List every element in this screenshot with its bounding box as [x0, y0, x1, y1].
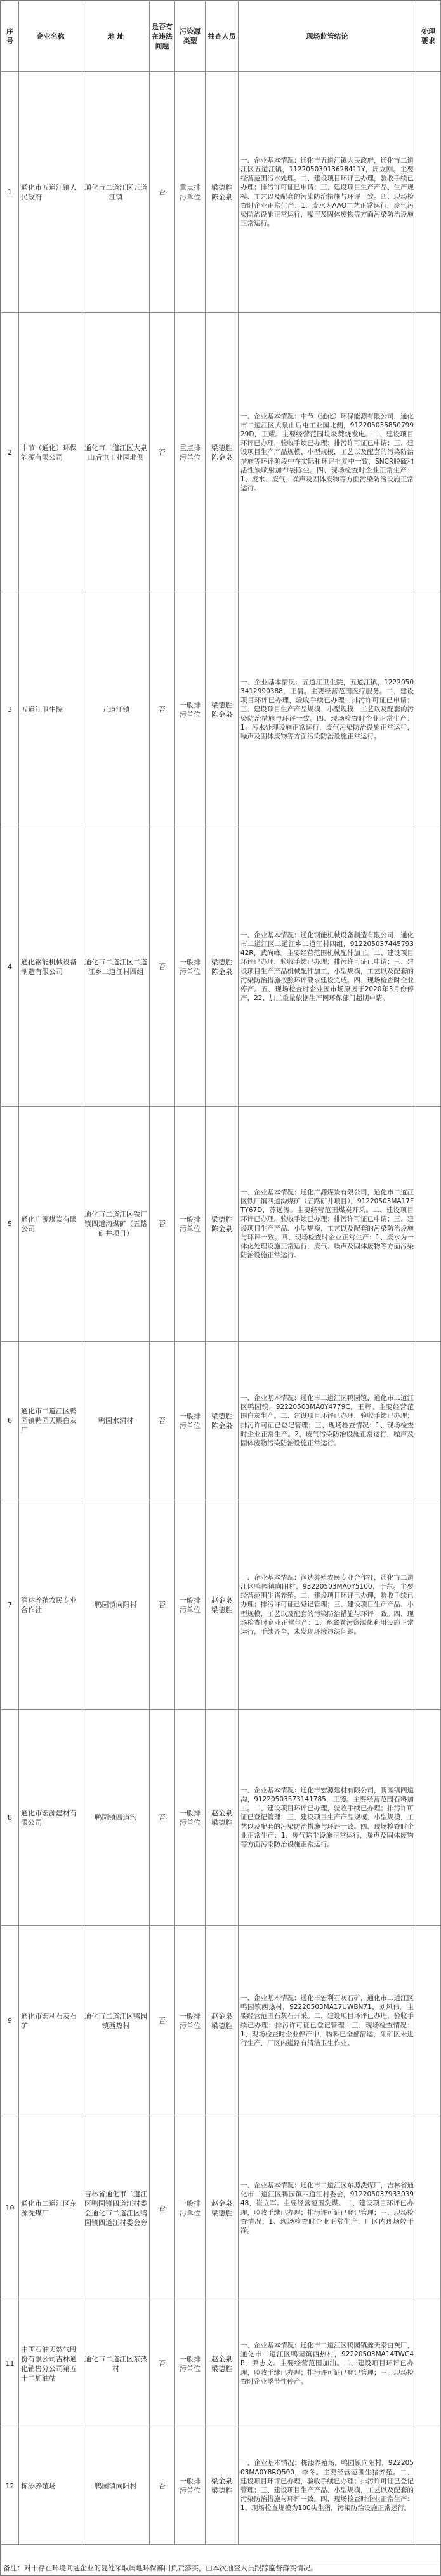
row-name: 通化广源煤炭有限公司: [19, 1107, 82, 1342]
row-no: 3: [1, 592, 19, 827]
row-disposal: [416, 592, 441, 827]
row-no: 5: [1, 1107, 19, 1342]
row-conclusion: 一、企业基本情况：五道江卫生院，五道江镇，12220503412990388，王倩。主要经营范围医疗服务。二、建设项目环评已办理，验收手续已办理；排污许可证已申请；三、建设项目生产产品规模、小型规模，工艺以及配套的污染防治措施与环评一致。四、现场检查时企业正常生产：1、污水处理设施正常运行，废气污染防治设施正常运行，噪声及固体废物等方面污染防治设施正常运行。: [239, 592, 416, 827]
row-conclusion: 一、企业基本情况：通化广源煤炭有限公司，通化市二道江区铁厂镇四道沟煤矿（五路矿井项目），91220503MA17FTY67D，苏远涛。主要经营范围煤炭开采。二、建设项目环评已办理，验收手续已办理；排污许可证已申请；三、建设项目生产产品、小型规模，工艺以及配套的污染防治设施与环评一致。四、现场检查时企业正常生产：1、废水为一体化处理设施正常运行，废气、噪声及固体废物等方面污染防治设施正常运行。: [239, 1107, 416, 1342]
row-violation: 否: [150, 1926, 175, 2116]
row-violation: 否: [150, 1107, 175, 1342]
row-disposal: [416, 1926, 441, 2116]
row-address: 通化市二道江区大泉山后屯工业园北侧: [82, 313, 150, 592]
row-inspector: 梁金泉 梁德胜: [206, 2427, 239, 2545]
row-name: 通化市宏源建材有限公司: [19, 1710, 82, 1926]
table-row: [1, 1107, 441, 1342]
row-no: 6: [1, 1342, 19, 1500]
row-name: 中国石油天然气股份有限公司吉林通化销售分公司第五十二加油站: [19, 2300, 82, 2427]
col-header-conclusion: 现场监管结论: [239, 1, 416, 72]
row-name: 润达养殖农民专业合作社: [19, 1500, 82, 1710]
row-violation: 否: [150, 313, 175, 592]
row-violation: 否: [150, 592, 175, 827]
row-address: 鸭园镇向阳村: [82, 1500, 150, 1710]
table-row: [1, 592, 441, 827]
row-disposal: [416, 313, 441, 592]
col-header-address: 地 址: [82, 1, 150, 72]
row-no: 11: [1, 2300, 19, 2427]
row-inspector: 梁德胜 陈金泉: [206, 1342, 239, 1500]
table-row: [1, 2427, 441, 2545]
row-name: 通化市宏利石灰石矿: [19, 1926, 82, 2116]
row-conclusion: 一、企业基本情况：通化市二道江区东源洗煤厂，吉林省通化市二道江区鸭园镇四道江村委会，91220503793303948，崔立军。主要经营范围洗煤。二、建设项目环评已办理，验收手续已办理；排污许可证已登记管理；三、现场检查情况：1、现场检查时企业正常生产，厂区内现场较干净。: [239, 2116, 416, 2300]
table-footnote: 备注：对于存在环境问题企业的复处采取属地环保部门负责落实，由本次抽查人员跟踪监督落实情况。: [1, 2561, 440, 2575]
col-header-violation: 是否有在违法问题: [150, 1, 175, 72]
col-header-inspector: 抽查人员: [206, 1, 239, 72]
row-conclusion: 一、企业基本情况：通化市五道江镇人民政府，通化市二道江区五道江镇，11220503013628411Y，周立刚。主要经营范围污水处理。二、建设项目环评已办理，验收手续已办理；排污许可证已申请；三、建设项目生产产品、生产规模、工艺以及配套的污染防治措施与环评一致。四、现场检查时企业正常生产：1、废水为AAO工艺正常运行，废气污染防治设施正常运行，噪声及固体废物等方面污染防治设施正常运行。: [239, 72, 416, 313]
row-inspector: 梁德胜 陈金泉: [206, 313, 239, 592]
row-address: 通化市二道江区鸭园镇西热村: [82, 1926, 150, 2116]
row-inspector: 赵金泉 梁德胜: [206, 2116, 239, 2300]
table-row: [1, 1926, 441, 2116]
row-inspector: 梁德胜 陈金泉: [206, 72, 239, 313]
row-inspector: 赵金泉 梁德胜: [206, 1710, 239, 1926]
row-source-type: 一般排污单位: [175, 1926, 206, 2116]
table-row: [1, 1710, 441, 1926]
row-violation: 否: [150, 2300, 175, 2427]
row-disposal: [416, 1710, 441, 1926]
row-disposal: [416, 1342, 441, 1500]
table-row: [1, 72, 441, 313]
row-violation: 否: [150, 2116, 175, 2300]
table-row: [1, 313, 441, 592]
table-row: [1, 2300, 441, 2427]
row-name: 中节（通化）环保能源有限公司: [19, 313, 82, 592]
row-disposal: [416, 2300, 441, 2427]
row-source-type: 重点排污单位: [175, 313, 206, 592]
row-name: 通化钢能机械设备制造有限公司: [19, 827, 82, 1107]
col-header-disposal: 处理要求: [416, 1, 441, 72]
row-address: 鸭园镇向阳村: [82, 2427, 150, 2545]
row-name: 通化市二道江区东源洗煤厂: [19, 2116, 82, 2300]
row-inspector: 梁德胜 陈金泉: [206, 827, 239, 1107]
row-no: 1: [1, 72, 19, 313]
row-address: 通化市二道江区五道江镇: [82, 72, 150, 313]
row-conclusion: 一、企业基本情况：通化市宏利石灰石矿，通化市二道江区鸭园镇西热村，92220503MA17UWBN71，刘风伟。主要经营范围石灰石开采。二、建设项目环评已办理，验收手续已办理；排污许可证已登记管理；三、现场检查情况：1、现场检查时企业停产中，物料已全部清运，采矿区未进行生产，厂区内道路有清洁卫生作业。: [239, 1926, 416, 2116]
row-address: 五道江镇: [82, 592, 150, 827]
row-source-type: 一般排污单位: [175, 2300, 206, 2427]
row-violation: 否: [150, 1710, 175, 1926]
row-name: 通化市五道江镇人民政府: [19, 72, 82, 313]
row-violation: 否: [150, 2427, 175, 2545]
row-violation: 否: [150, 1342, 175, 1500]
row-address: 通化市二道江区东热村: [82, 2300, 150, 2427]
row-source-type: 一般排污单位: [175, 2116, 206, 2300]
row-source-type: 一般排污单位: [175, 827, 206, 1107]
table-row: [1, 1342, 441, 1500]
row-source-type: 一般排污单位: [175, 2427, 206, 2545]
row-address: 通化市二道江区二道江乡二道江村四组: [82, 827, 150, 1107]
row-no: 12: [1, 2427, 19, 2545]
row-name: 通化市二道江区鸭园镇鸭园天赐白灰厂: [19, 1342, 82, 1500]
row-disposal: [416, 1500, 441, 1710]
row-inspector: 赵金泉 梁德胜: [206, 1500, 239, 1710]
row-conclusion: 一、企业基本情况：通化市宏源建材有限公司，鸭园镇四道沟，91220503573141785，王德。主要经营范围石料加工。二、建设项目环评已办理，验收手续已办理；排污许可证已登记管理；三、建设项目生产产品规模、小型规模，工艺以及配套的污染防治措施与环评一致。四、现场检查时企业正常生产：1、废气除尘设施正常运行，噪声及固体废物等方面污染防治设施正常运行。: [239, 1710, 416, 1926]
row-conclusion: 一、企业基本情况：中节（通化）环保能源有限公司，通化市二道江区大泉山后屯工业园北侧，91220503585079929D，王耀。主要经营范围垃圾焚烧发电。二、建设项目环评已办理，验收手续已办理；排污许可证已申请；三、建设项目生产产品规模、小型规模，工艺以及配套的污染防治措施等环评阶段中在实际和环评批复中一致，SNCR脱硫和活性炭喷射加布袋除尘。四、现场检查时企业正常生产：1、废水、废气、噪声及固体废物等方面污染防治设施正常运行。: [239, 313, 416, 592]
table-row: [1, 1500, 441, 1710]
row-conclusion: 一、企业基本情况：通化市二道江区鸭园镇鑫天泰白灰厂，通化市二道江区鸭园镇西热村，92220503MA14TWC4P，尹志文。主要经营范围加油。二、建设项目环评已办理，验收手续已办理；排污许可证已登记管理；三、现场检查时企业季节性停产。: [239, 2300, 416, 2427]
row-source-type: 一般排污单位: [175, 1500, 206, 1710]
row-violation: 否: [150, 72, 175, 313]
row-no: 4: [1, 827, 19, 1107]
row-source-type: 一般排污单位: [175, 1107, 206, 1342]
col-header-source-type: 污染源类型: [175, 1, 206, 72]
row-conclusion: 一、企业基本情况：通化市二道江区鸭园镇，通化市二道江区鸭园镇，92220503MA0Y4779C，王辉。主要经营范围白灰生产。二、建设项目环评已办理，验收手续已办理；排污许可证已登记管理；三、现场检查情况：1、现场检查时企业正常生产。2、废气污染防治设施正常运行，噪声及固体废物污染防治设施正常运行。: [239, 1342, 416, 1500]
inspection-table: [1, 1, 441, 2545]
table-row: [1, 2116, 441, 2300]
col-header-no: 序号: [1, 1, 19, 72]
row-disposal: [416, 1107, 441, 1342]
row-no: 7: [1, 1500, 19, 1710]
row-address: 鸭园水洞村: [82, 1342, 150, 1500]
row-disposal: [416, 827, 441, 1107]
row-disposal: [416, 72, 441, 313]
row-no: 2: [1, 313, 19, 592]
row-conclusion: 一、企业基本情况：栋添养殖场，鸭园镇向阳村，92220503MA0Y8RQ500，李冬。主要经营范围生猪养殖。二、建设项目环评已办理，验收手续已办理；排污许可证已登记管理；三、建设项目生产产品、小型规模，工艺以及配套的污染防治措施与环评一致。四、现场检查时企业正常生产：1、现场检查规模为100头生猪，污染防治设施正常运行。: [239, 2427, 416, 2545]
row-name: 五道江卫生院: [19, 592, 82, 827]
row-inspector: 赵金泉 梁德胜: [206, 1926, 239, 2116]
row-address: 通化市二道江区铁厂镇四道沟煤矿（五路矿井项目）: [82, 1107, 150, 1342]
row-source-type: 一般排污单位: [175, 1710, 206, 1926]
row-no: 8: [1, 1710, 19, 1926]
row-address: 吉林省通化市二道江区鸭园镇四道江村委会通化市二道江区鸭园镇四道江村委会旁: [82, 2116, 150, 2300]
row-violation: 否: [150, 827, 175, 1107]
row-inspector: 梁德胜 陈金泉: [206, 592, 239, 827]
row-violation: 否: [150, 1500, 175, 1710]
row-address: 鸭园镇四道沟: [82, 1710, 150, 1926]
row-source-type: 重点排污单位: [175, 72, 206, 313]
table-row: [1, 827, 441, 1107]
col-header-name: 企业名称: [19, 1, 82, 72]
row-conclusion: 一、企业基本情况：润达养殖农民专业合作社，通化市二道江区鸭园镇向阳村，93220503MA0Y5100，于东。主要经营范围生猪养殖。二、建设项目环评已办理，验收手续已办理；排污许可证已登记管理；三、建设项目生产产品、小型规模，工艺以及配套的污染防治措施与环评一致。四、现场检查时企业正常生产：1、畜禽粪污资源化利用设施正常运行，手续齐全，未发现环境违法问题。: [239, 1500, 416, 1710]
row-name: 栋添养殖场: [19, 2427, 82, 2545]
row-no: 9: [1, 1926, 19, 2116]
row-disposal: [416, 2427, 441, 2545]
row-inspector: 梁德胜 陈金泉: [206, 1107, 239, 1342]
row-source-type: 一般排污单位: [175, 592, 206, 827]
row-conclusion: 一、企业基本情况：通化钢能机械设备制造有限公司，通化市二道江区二道江乡二道江村四组，91220503744579342R，武尚峰。主要经营范围机械配件加工。二、建设项目环评已办理，验收手续已办理；排污许可证已申请；三、建设项目生产产品机械配件加工，小型规模，工艺以及配套的污染防治措施按照环评要求建设完成。四、现场检查时企业停产。五、现场检查时企业因市场原因于2020年3月份停产，22、加工重量依据生产网环保部门超期申请。: [239, 827, 416, 1107]
row-disposal: [416, 2116, 441, 2300]
row-source-type: 一般排污单位: [175, 1342, 206, 1500]
row-no: 10: [1, 2116, 19, 2300]
table-header-row: [1, 1, 441, 72]
row-inspector: 赵金泉 梁德胜: [206, 2300, 239, 2427]
